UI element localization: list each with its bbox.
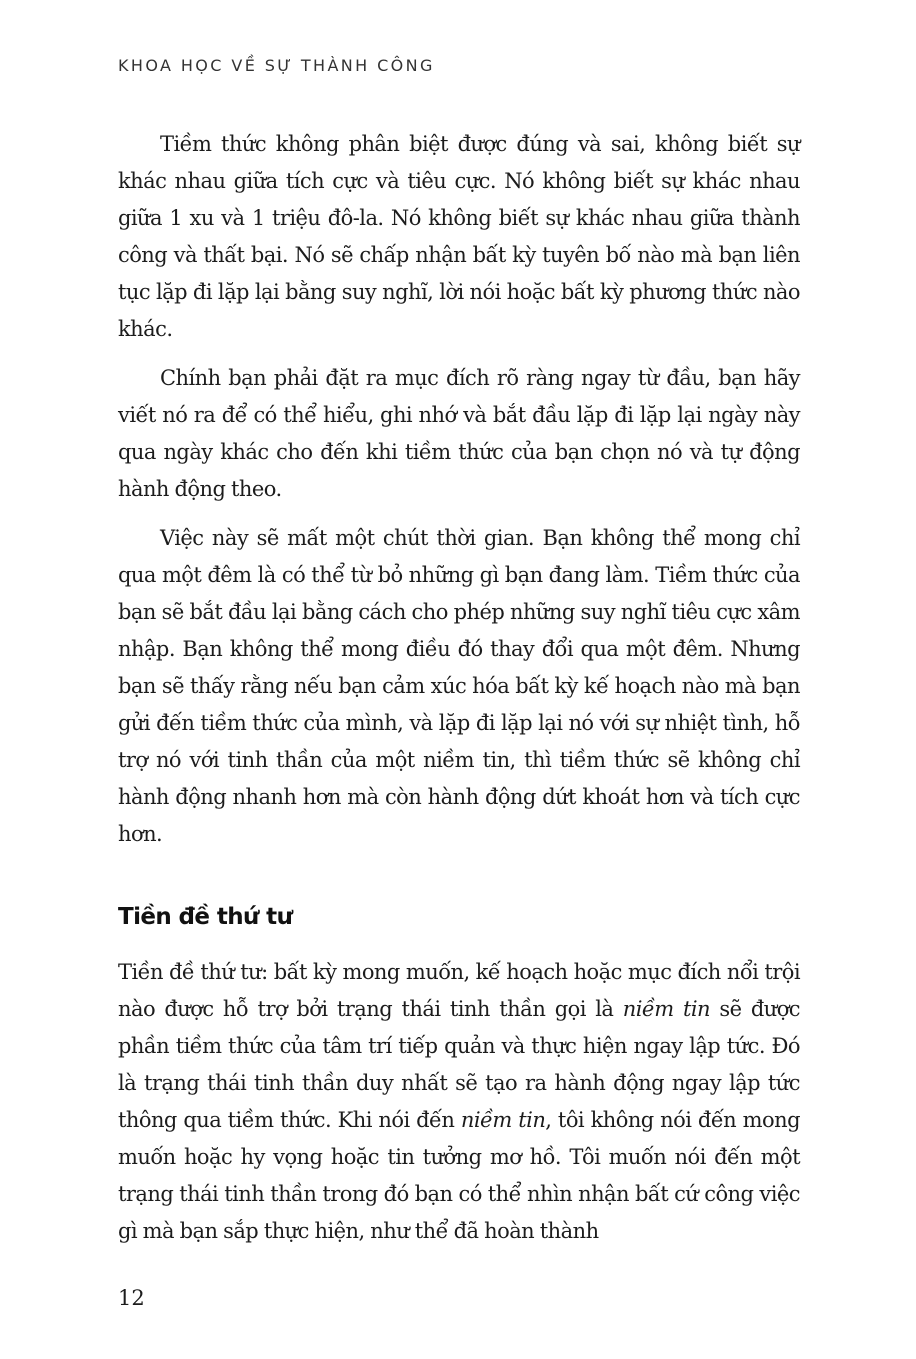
section-heading: Tiền đề thứ tư [118,904,293,930]
paragraph-2: Chính bạn phải đặt ra mục đích rõ ràng ngay từ đầu, bạn hãy viết nó ra để có thể hiểu, ghi nhớ và bắt đầu lặp đi lặp lại ngày này qua ngày khác cho đến khi tiềm thức của bạn chọn nó và tự động hành động theo. [118,366,800,501]
paragraph-4-text-2: sẽ được phần tiềm thức của tâm trí tiếp quản và thực hiện ngay lập tức. Đó là trạng thái tinh thần duy nhất sẽ tạo ra hành động ngay lập tức thông qua tiềm thức. Khi nói đến [118,997,800,1132]
body-text-top [118,126,800,865]
running-head: KHOA HỌC VỀ SỰ THÀNH CÔNG [118,56,435,75]
emphasis-niem-tin-1: niềm tin [622,997,710,1021]
body-text-bottom [118,954,800,1262]
paragraph-4 [118,954,800,1250]
emphasis-niem-tin-2: niềm tin [460,1108,546,1132]
paragraph-4-text-3: , tôi không nói đến mong muốn hoặc hy vọng hoặc tin tưởng mơ hồ. Tôi muốn nói đến một trạng thái tinh thần trong đó bạn có thể nhìn nhận bất cứ công việc gì mà bạn sắp thực hiện, như thể đã hoàn thành [118,1108,800,1243]
page-number: 12 [118,1286,145,1310]
paragraph-4-text-1: Tiền đề thứ tư: bất kỳ mong muốn, kế hoạch hoặc mục đích nổi trội nào được hỗ trợ bởi trạng thái tinh thần gọi là [118,960,800,1021]
paragraph-1: Tiềm thức không phân biệt được đúng và sai, không biết sự khác nhau giữa tích cực và tiêu cực. Nó không biết sự khác nhau giữa 1 xu và 1 triệu đô-la. Nó không biết sự khác nhau giữa thành công và thất bại. Nó sẽ chấp nhận bất kỳ tuyên bố nào mà bạn liên tục lặp đi lặp lại bằng suy nghĩ, lời nói hoặc bất kỳ phương thức nào khác. [118,132,800,341]
paragraph-3: Việc này sẽ mất một chút thời gian. Bạn không thể mong chỉ qua một đêm là có thể từ bỏ những gì bạn đang làm. Tiềm thức của bạn sẽ bắt đầu lại bằng cách cho phép những suy nghĩ tiêu cực xâm nhập. Bạn không thể mong điều đó thay đổi qua một đêm. Nhưng bạn sẽ thấy rằng nếu bạn cảm xúc hóa bất kỳ kế hoạch nào mà bạn gửi đến tiềm thức của mình, và lặp đi lặp lại nó với sự nhiệt tình, hỗ trợ nó với tinh thần của một niềm tin, thì tiềm thức sẽ không chỉ hành động nhanh hơn mà còn hành động dứt khoát hơn và tích cực hơn. [118,526,800,846]
